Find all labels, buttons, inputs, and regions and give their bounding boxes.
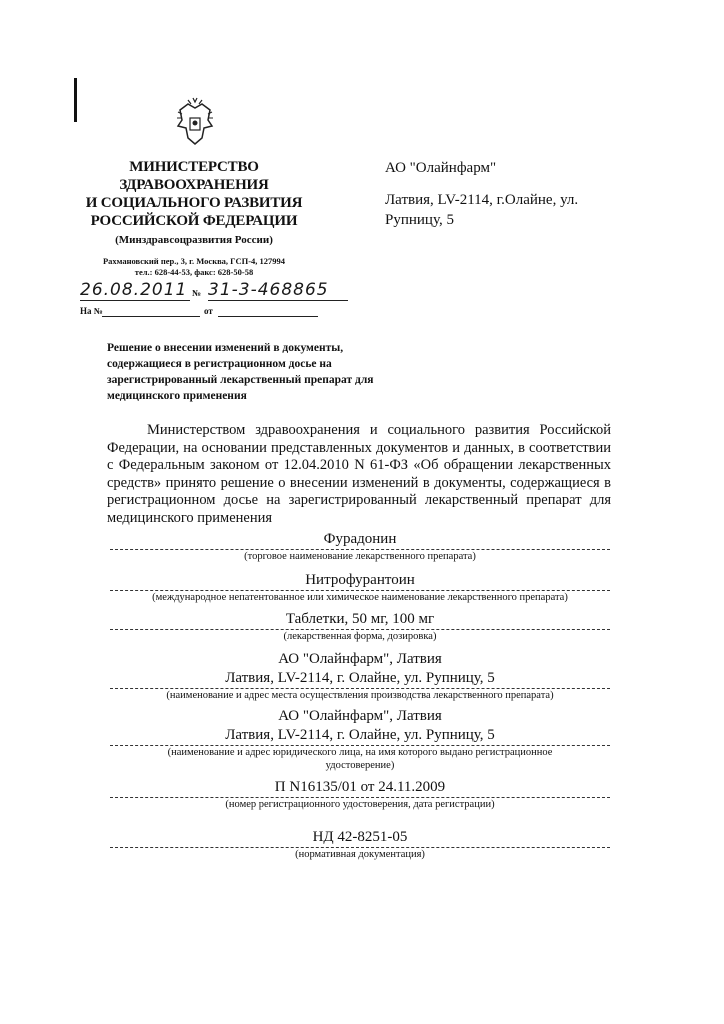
reference-from-blank [218, 316, 318, 317]
dosage-form-caption: (лекарственная форма, дозировка) [283, 631, 437, 642]
normative-value: НД 42-8251-05 [312, 829, 408, 845]
manufacturer-caption: (наименование и адрес места осуществления производства лекарственного препарата) [166, 690, 554, 701]
holder-address: Латвия, LV-2114, г. Олайне, ул. Рупницу, 5 [225, 727, 495, 743]
holder-field [100, 707, 620, 772]
reference-label: На № [80, 306, 103, 316]
reference-line [80, 306, 320, 320]
manufacturer-address: Латвия, LV-2114, г. Олайне, ул. Рупницу, 5 [225, 670, 495, 686]
decision-body-text: Министерством здравоохранения и социального развития Российской Федерации, на основании представленных документов и данных, в соответствии с Федеральным законом от 12.04.2010 N 61-ФЗ «Об обращении лекарственных средств» принято решение о внесении изменений в документы, содержащиеся в регистрационном досье на зарегистрированный лекарственный препарат для медицинского применения [107, 422, 611, 526]
ministry-line: РОССИЙСКОЙ ФЕДЕРАЦИИ [90, 213, 298, 229]
outgoing-number-label: № [192, 288, 202, 298]
reference-from-label: от [204, 306, 213, 316]
inn-field [100, 571, 620, 604]
ministry-header [78, 158, 310, 278]
decision-body [107, 422, 611, 527]
inn-caption: (международное непатентованное или химическое наименование лекарственного препарата) [152, 592, 568, 603]
inn-value: Нитрофурантоин [305, 572, 415, 588]
ministry-abbr: (Минздравсоцразвития России) [115, 234, 273, 246]
outgoing-number: 31-3-468865 [208, 280, 348, 301]
registration-value: П N16135/01 от 24.11.2009 [274, 779, 446, 795]
outgoing-date-number [80, 280, 350, 302]
trade-name-field [100, 530, 620, 563]
ministry-address: Рахмановский пер., 3, г. Москва, ГСП-4, 127994 [102, 256, 286, 266]
addressee-address-line2: Рупницу, 5 [385, 212, 454, 228]
holder-name: АО "Олайнфарм", Латвия [278, 708, 442, 724]
registration-field [100, 778, 620, 811]
trade-name-value: Фурадонин [323, 531, 397, 547]
reference-blank [102, 316, 200, 317]
margin-mark [74, 78, 77, 122]
dosage-form-value: Таблетки, 50 мг, 100 мг [285, 611, 435, 627]
addressee-address-line1: Латвия, LV-2114, г.Олайне, ул. [385, 192, 579, 208]
outgoing-date: 26.08.2011 [80, 280, 190, 301]
registration-caption: (номер регистрационного удостоверения, дата регистрации) [225, 799, 495, 810]
normative-field [100, 828, 620, 861]
normative-caption: (нормативная документация) [295, 849, 425, 860]
holder-caption-cont: удостоверение) [325, 760, 395, 771]
trade-name-caption: (торговое наименование лекарственного препарата) [244, 551, 476, 562]
ministry-line: ЗДРАВООХРАНЕНИЯ [119, 177, 269, 193]
manufacturer-field [100, 650, 620, 702]
manufacturer-name: АО "Олайнфарм", Латвия [278, 651, 442, 667]
coat-of-arms-icon [174, 96, 216, 146]
dosage-form-field [100, 610, 620, 643]
ministry-line: И СОЦИАЛЬНОГО РАЗВИТИЯ [85, 195, 303, 211]
addressee-company: АО "Олайнфарм" [385, 160, 497, 176]
document-subject: Решение о внесении изменений в документы, содержащиеся в регистрационном досье на зарегистрированный лекарственный препарат для медицинского применения [107, 342, 374, 402]
ministry-line: МИНИСТЕРСТВО [129, 159, 259, 175]
holder-caption: (наименование и адрес юридического лица, на имя которого выдано регистрационное [167, 747, 553, 758]
ministry-phones: тел.: 628-44-53, факс: 628-50-58 [134, 267, 254, 277]
